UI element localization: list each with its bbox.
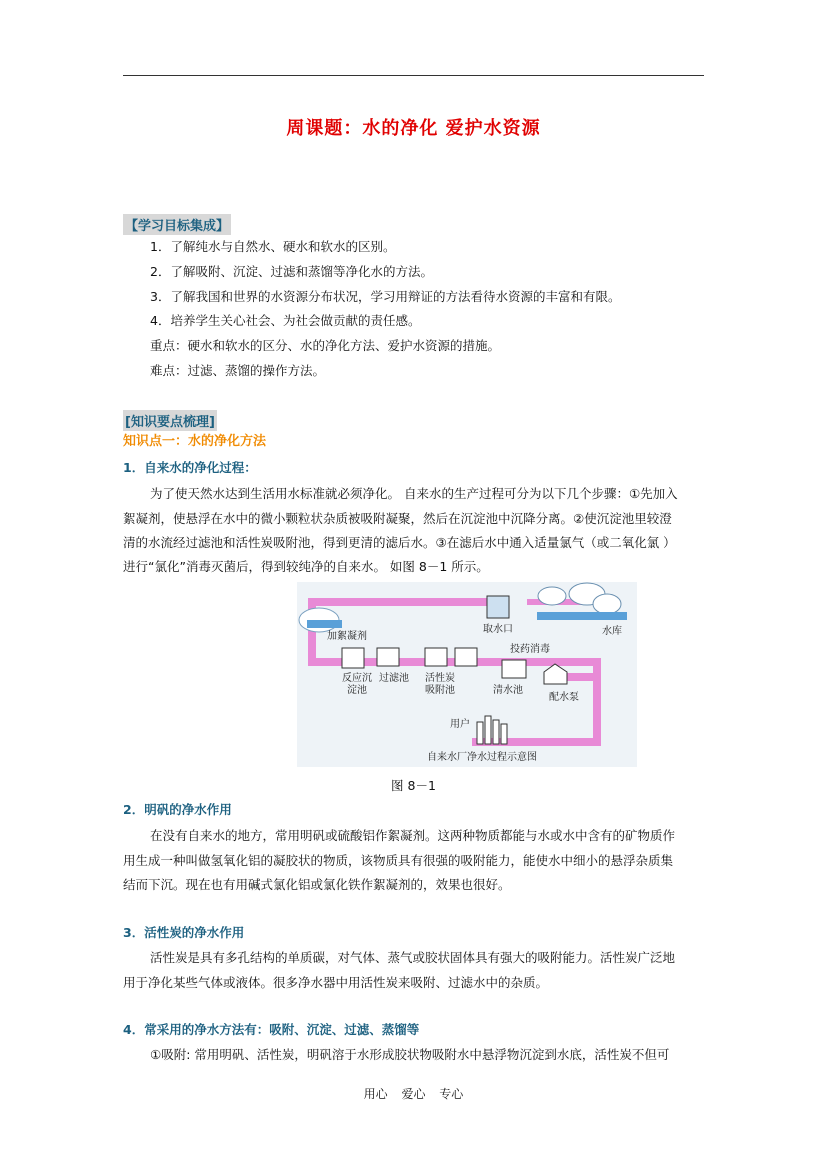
paragraph-line: 絮凝剂，使悬浮在水中的微小颗粒状杂质被吸附凝聚，然后在沉淀池中沉降分离。②使沉淀池里较澄 bbox=[123, 511, 672, 526]
difficult-points: 难点：过滤、蒸馏的操作方法。 bbox=[150, 363, 326, 378]
water-treatment-diagram bbox=[297, 582, 637, 767]
paragraph-line: 用生成一种叫做氢氧化铝的凝胶状的物质，该物质具有很强的吸附能力，能使水中细小的悬浮杂质集 bbox=[123, 853, 674, 868]
paragraph-line: 用于净化某些气体或液体。很多净水器中用活性炭来吸附、过滤水中的杂质。 bbox=[123, 975, 549, 990]
knowledge-point-title: 知识点一：水的净化方法 bbox=[123, 434, 267, 449]
section-title: 2．明矾的净水作用 bbox=[123, 802, 232, 817]
paragraph-line: 为了使天然水达到生活用水标准就必须净化。 自来水的生产过程可分为以下几个步骤：①先加入 bbox=[150, 486, 678, 501]
knowledge-heading: [知识要点梳理] bbox=[123, 410, 217, 431]
paragraph-line: 在没有自来水的地方，常用明矾或硫酸铝作絮凝剂。这两种物质都能与水或水中含有的矿物质作 bbox=[150, 828, 676, 843]
label-carbon: 吸附池 bbox=[425, 685, 455, 696]
paragraph-line: 清的水流经过滤池和活性炭吸附池，得到更清的滤后水。③在滤后水中通入适量氯气（或二氧化氯 ） bbox=[123, 535, 676, 550]
paragraph-line: 结而下沉。现在也有用碱式氯化铝或氯化铁作絮凝剂的，效果也很好。 bbox=[123, 877, 511, 892]
label-intake: 取水口 bbox=[483, 624, 513, 635]
label-clear-water: 清水池 bbox=[493, 685, 523, 696]
label-sediment: 反应沉 bbox=[342, 673, 372, 684]
section-title: 4．常采用的净水方法有：吸附、沉淀、过滤、蒸馏等 bbox=[123, 1022, 420, 1037]
page-title: 周课题：水的净化 爱护水资源 bbox=[286, 118, 541, 139]
figure-number: 图 8－1 bbox=[391, 778, 436, 793]
goal-item: 1．了解纯水与自然水、硬水和软水的区别。 bbox=[150, 239, 396, 254]
goal-item: 4．培养学生关心社会、为社会做贡献的责任感。 bbox=[150, 313, 421, 328]
intake-box bbox=[487, 596, 509, 618]
label-reservoir: 水库 bbox=[602, 626, 622, 637]
label-user: 用户 bbox=[450, 719, 470, 730]
diagram-caption: 自来水厂净水过程示意图 bbox=[427, 752, 537, 763]
key-points: 重点：硬水和软水的区分、水的净化方法、爱护水资源的措施。 bbox=[150, 338, 501, 353]
goals-heading: 【学习目标集成】 bbox=[123, 214, 231, 235]
label-sediment: 淀池 bbox=[347, 685, 367, 696]
goal-item: 2．了解吸附、沉淀、过滤和蒸馏等净化水的方法。 bbox=[150, 264, 433, 279]
label-filter: 过滤池 bbox=[379, 673, 409, 684]
label-flocculant: 加絮凝剂 bbox=[327, 631, 367, 642]
header-rule bbox=[123, 75, 704, 76]
section-title: 1．自来水的净化过程： bbox=[123, 460, 257, 475]
label-disinfect: 投药消毒 bbox=[510, 644, 550, 655]
paragraph-line: 进行“氯化”消毒灭菌后，得到较纯净的自来水。 如图 8－1 所示。 bbox=[123, 559, 489, 574]
paragraph-line: ①吸附: 常用明矾、活性炭，明矾溶于水形成胶状物吸附水中悬浮物沉淀到水底，活性炭不但可 bbox=[150, 1047, 670, 1062]
goal-item: 3．了解我国和世界的水资源分布状况，学习用辩证的方法看待水资源的丰富和有限。 bbox=[150, 289, 621, 304]
section-title: 3．活性炭的净水作用 bbox=[123, 925, 245, 940]
label-carbon: 活性炭 bbox=[425, 673, 455, 684]
label-pump: 配水泵 bbox=[549, 692, 579, 703]
paragraph-line: 活性炭是具有多孔结构的单质碳，对气体、蒸气或胶状固体具有强大的吸附能力。活性炭广泛地 bbox=[150, 950, 676, 965]
page-footer: 用心 爱心 专心 bbox=[363, 1087, 464, 1101]
